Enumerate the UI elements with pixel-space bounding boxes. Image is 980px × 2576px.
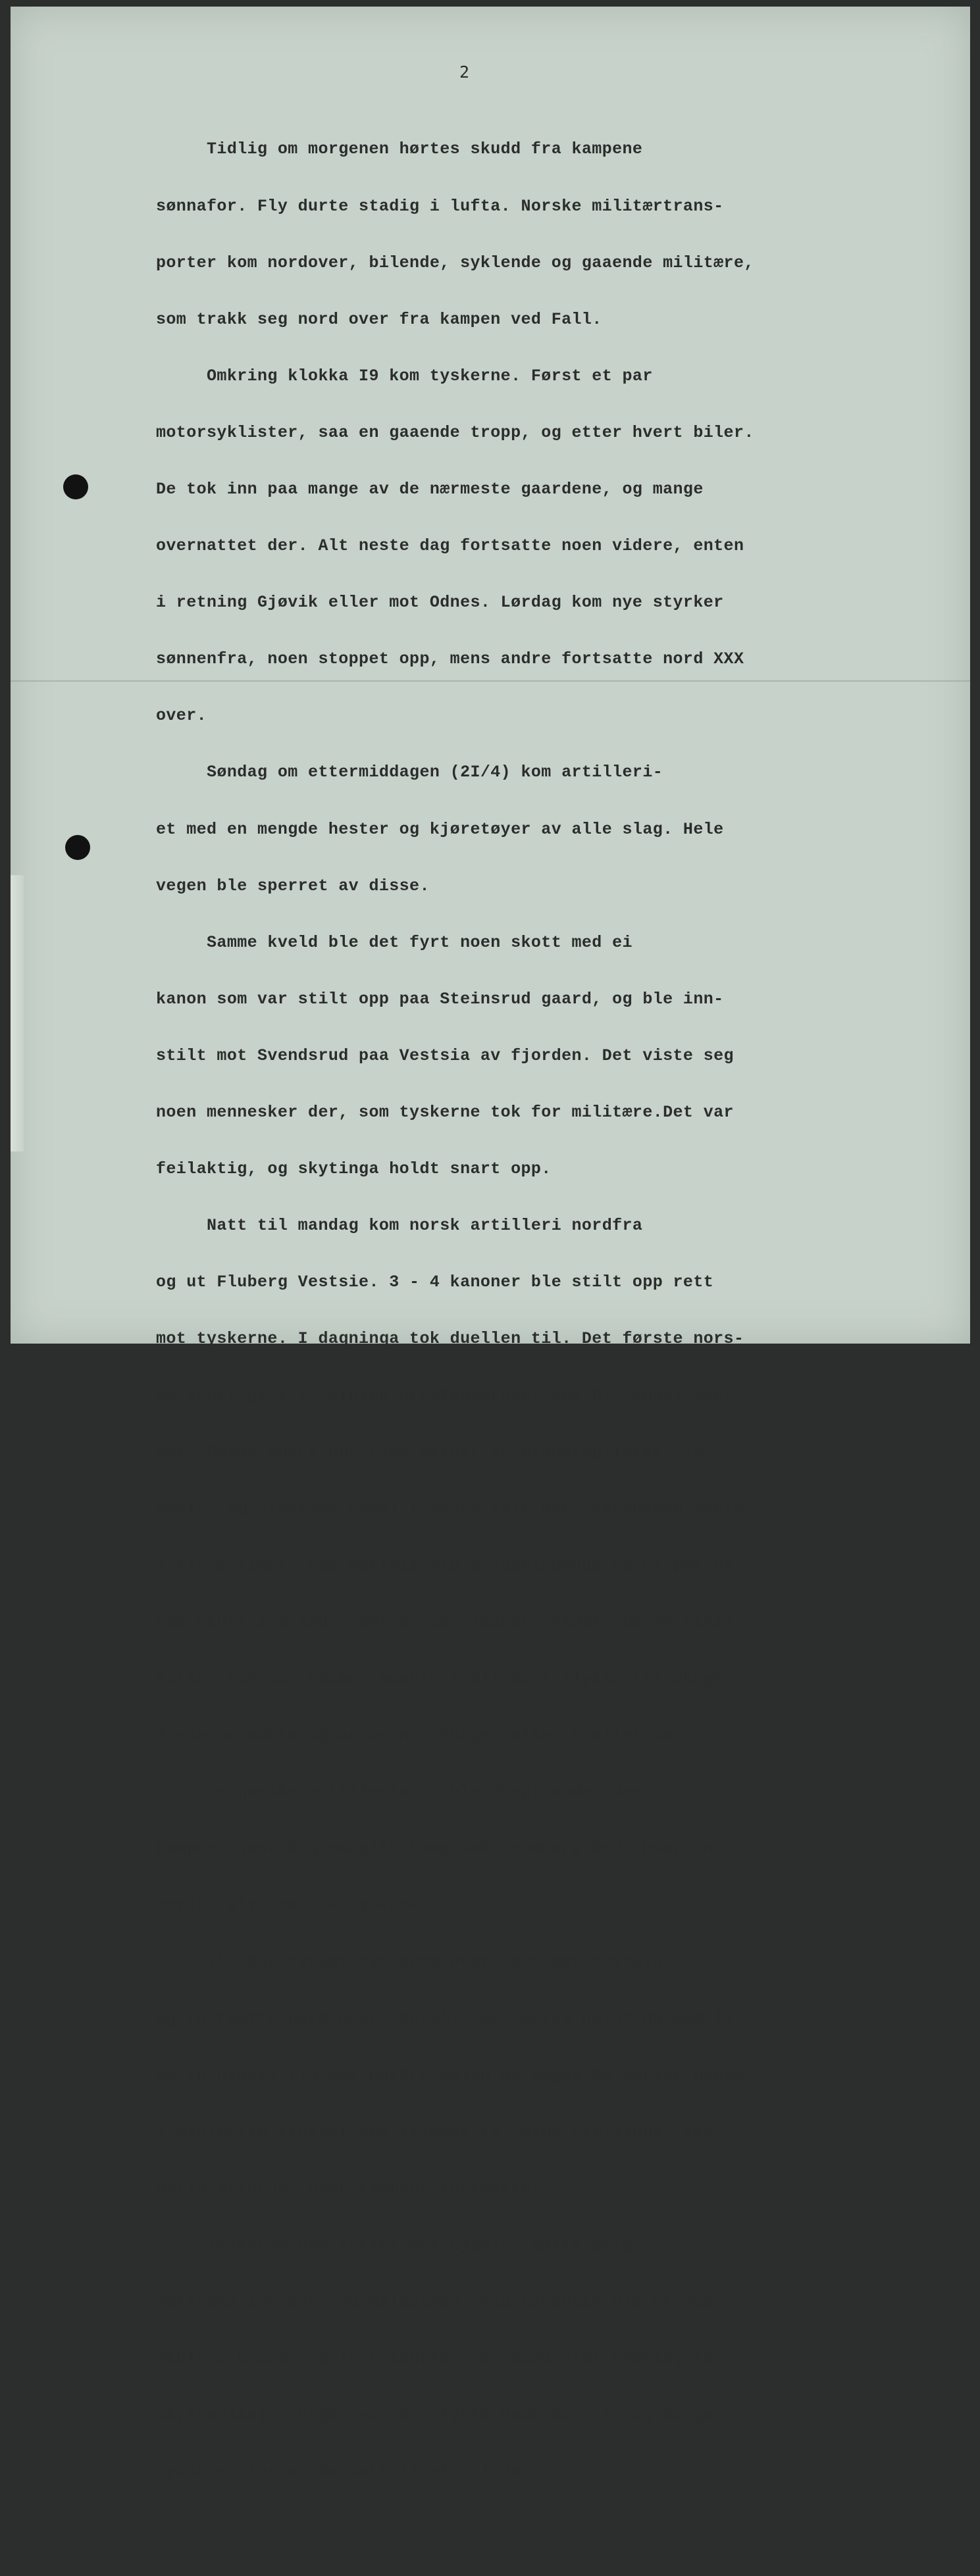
text-line: Omkring klokka I9 kom tyskerne. Først et par xyxy=(156,366,653,386)
text-line: og ut Fluberg Vestsie. 3 - 4 kanoner ble stilt opp rett xyxy=(156,1273,714,1292)
text-line: feilaktig, og skytinga holdt snart opp. xyxy=(156,1159,552,1179)
text-line: i retning Gjøvik eller mot Odnes. Lørdag kom nye styrker xyxy=(156,593,724,613)
typewritten-body xyxy=(156,103,854,2576)
text-line: sønnenfra, noen stoppet opp, mens andre fortsatte nord XXX xyxy=(156,649,744,669)
page-number: 2 xyxy=(459,63,470,82)
text-line: porter kom nordover, bilende, syklende og gaaende militære, xyxy=(156,253,754,272)
text-line: det. Ogsaa andre hus fikk merker av granatsplinter. To xyxy=(156,1442,704,1462)
text-line: noen mennesker der, som tyskerne tok for militære.Det var xyxy=(156,1103,734,1122)
section-end-dashes: ----- xyxy=(156,2519,379,2538)
text-line: Samme kveld ble det fyrt noen skott med ei xyxy=(156,932,632,952)
text-line: Tidlig om morgenen hørtes skudd fra kampene xyxy=(156,139,643,159)
text-line: Tyskerne som rykket mot Gjøvik, møtte seig xyxy=(156,2235,632,2255)
text-line: overnattet der. Alt neste dag fortsatte noen videre, enten xyxy=(156,536,744,556)
text-line: kanon som var stilt opp paa Steinsrud gaard, og ble inn- xyxy=(156,989,724,1009)
text-line: kampen. Samtidig paagikk kamp ved Kromberg bru, hvor én xyxy=(156,1839,714,1859)
text-line: Tirsdag rykket tyskerne over isen mot Vestsia xyxy=(156,1952,663,1972)
text-line: stilt mot Svendsrud paa Vestsia av fjorden. Det viste seg xyxy=(156,1046,734,1065)
text-line: Søndag om ettermiddagen (2I/4) kom artilleri- xyxy=(156,763,663,782)
text-line: De tok inn paa mange av de nærmeste gaardene, og mange xyxy=(156,479,704,499)
text-line: og fortsatte nord over. Artilleriet deres holdt da ved li- xyxy=(156,2009,744,2029)
text-line: To norske artillerister ble drept under den xyxy=(156,1782,643,1802)
text-line: Tyskerne søkte ogsaa vern i skogen eller kjellerrom. xyxy=(156,1726,683,1746)
punch-hole-bottom xyxy=(65,835,90,860)
text-line: ke skott gikk i retning prestegaarden, som ble endel ska- xyxy=(156,1386,734,1405)
text-line: skytterlinje. Vegen var et stykke underminert, og mange xyxy=(156,2406,714,2425)
text-line: vegen ble sperret av disse. xyxy=(156,876,430,896)
text-line: som trakk seg nord over fra kampen ved Fall. xyxy=(156,309,602,329)
paper-edge-wear xyxy=(11,875,24,1151)
text-line: mot tyskerne. I dagninga tok duellen til. Det første nors- xyxy=(156,1329,744,1349)
text-line: motstand inn over Vardalsaasen. Paa Landheim ble et hus xyxy=(156,2292,714,2311)
punch-hole-top xyxy=(63,474,88,499)
text-line: sønnafor. Fly durte stadig i lufta. Norske militærtrans- xyxy=(156,196,724,216)
document-page xyxy=(11,7,970,2538)
text-line: over. xyxy=(156,706,207,726)
text-line: folket som var heime, maatte i all hast flykte til skogs. xyxy=(156,1669,734,1688)
text-line: skutt i brand, og litt innafor var hogd stor rydning for xyxy=(156,2349,724,2369)
text-line: et med en mengde hester og kjøretøyer av alle slag. Hele xyxy=(156,819,724,839)
text-line: i midlertid trukket seg tilbake til sine stillinger ved xyxy=(156,2122,714,2142)
text-line: hester og visstnok endel tyskere falt der. Kanonaden varte xyxy=(156,1499,744,1519)
text-line: Høljarastbrua, hvor kampene fortsatte. xyxy=(156,2179,542,2198)
text-line: tyskere sies aa ha satt livet til der. xyxy=(156,2462,542,2482)
text-line: norsk falt, ca. 30 tyskere. xyxy=(156,1896,430,1915)
text-line: Natt til mandag kom norsk artilleri nordfra xyxy=(156,1216,643,1236)
text-line: motorsyklister, saa en gaaende tropp, og etter hvert biler. xyxy=(156,422,754,442)
text-line: hus skutt i brand, samt et par laaver skadet. De av sivil- xyxy=(156,1612,744,1632)
text-line: ke en hissig ild mot nordre delen av bygda.De norske hadde xyxy=(156,2065,744,2085)
text-line: i flere timer. Paa Vestsia ble 2 vaaningshus og et par ut- xyxy=(156,1555,744,1575)
